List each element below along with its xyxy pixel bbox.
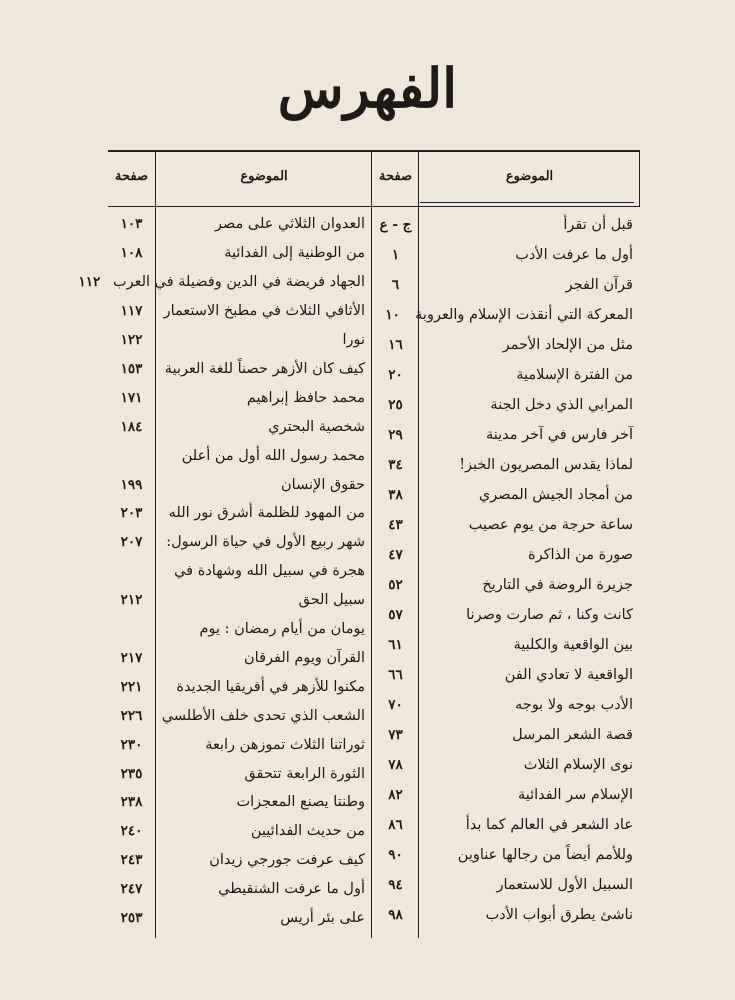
- page-title: الفهرس: [277, 56, 458, 120]
- entry-topic: صورة من الذاكرة: [527, 547, 633, 563]
- entry-topic: نورا: [342, 332, 365, 349]
- entry-topic: أول ما عرفت الأدب: [515, 247, 633, 263]
- entry-page: ١: [391, 247, 400, 263]
- entry-page: ٣٤: [388, 457, 403, 473]
- entry-topic: من أمجاد الجيش المصري: [478, 487, 633, 503]
- index-entry: [108, 528, 371, 557]
- entry-page: ٢٤٣: [120, 852, 143, 869]
- entry-topic: حقوق الإنسان: [281, 476, 365, 493]
- entry-topic: هجرة في سبيل الله وشهادة في: [174, 563, 365, 580]
- index-entry: [373, 330, 639, 360]
- right-topic-header: الموضوع: [505, 169, 554, 184]
- entry-topic: من الفترة الإسلامية: [516, 367, 633, 383]
- entry-topic: محمد رسول الله أول من أعلن: [181, 447, 365, 464]
- index-entry: [108, 788, 371, 817]
- index-entry: [373, 630, 639, 660]
- entry-topic: القرآن ويوم الفرقان: [244, 649, 365, 666]
- left-topic-header: الموضوع: [240, 169, 288, 184]
- entry-page: ٩٤: [388, 877, 403, 893]
- entry-page: ١١٧: [120, 303, 143, 320]
- index-entry: [108, 904, 371, 933]
- entry-topic: السبيل الأول للاستعمار: [496, 877, 633, 893]
- entry-topic: المرابي الذي دخل الجنة: [490, 397, 633, 413]
- entry-page: ٢١٧: [120, 649, 143, 666]
- entry-topic: الجهاد فريضة في الدين وفضيلة في العرب: [112, 274, 365, 291]
- index-entry: [373, 360, 639, 390]
- index-entry: [108, 239, 371, 268]
- right-index-column: [373, 210, 639, 930]
- entry-topic: المعركة التي أنقذت الإسلام والعروبة: [415, 307, 633, 323]
- entry-topic: كانت وكنا ، ثم صارت وصرنا: [466, 607, 633, 623]
- index-entry: [373, 270, 639, 300]
- index-entry: [108, 817, 371, 846]
- entry-topic: وطنتا يصنع المعجزات: [236, 794, 365, 811]
- center-divider: [371, 152, 372, 938]
- index-entry: [373, 480, 639, 510]
- entry-topic: عاد الشعر في العالم كما بدأ: [465, 817, 633, 833]
- entry-topic: قرآن الفجر: [565, 277, 633, 293]
- entry-page: ٢٣٥: [120, 765, 143, 782]
- index-entry: [373, 600, 639, 630]
- index-entry: [373, 240, 639, 270]
- entry-page: ٤٣: [388, 517, 403, 533]
- index-entry: [373, 810, 639, 840]
- entry-topic: من الوطنية إلى الفدائية: [224, 245, 365, 262]
- entry-topic: كيف كان الأزهر حصناً للغة العربية: [164, 360, 365, 377]
- right-page-header: صفحة: [379, 169, 412, 184]
- entry-page: ١٥٣: [120, 360, 143, 377]
- entry-page: ٦: [391, 277, 400, 293]
- entry-page: ١٠: [385, 307, 400, 323]
- entry-topic: الأثافي الثلاث في مطبخ الاستعمار: [163, 303, 365, 320]
- index-entry: [373, 420, 639, 450]
- entry-topic: الإسلام سر الفدائية: [517, 787, 633, 803]
- entry-page: ١٧١: [120, 389, 143, 406]
- entry-topic: ساعة حرجة من يوم عصيب: [468, 517, 633, 533]
- entry-topic: ناشئ يطرق أبواب الأدب: [485, 907, 633, 923]
- index-entry: [373, 840, 639, 870]
- entry-topic: يومان من أيام رمضان : يوم: [199, 621, 365, 638]
- entry-topic: على بئر أريس: [280, 910, 365, 927]
- entry-page: ٢٤٠: [120, 823, 143, 840]
- index-entry: [108, 470, 371, 499]
- entry-page: ٦١: [388, 637, 403, 653]
- entry-page: ٢٠٧: [120, 534, 143, 551]
- entry-topic: أول ما عرفت الشنقيطي: [218, 881, 365, 898]
- index-entry: [108, 730, 371, 759]
- entry-page: ٥٢: [388, 577, 403, 593]
- index-entry: [108, 326, 371, 355]
- index-entry: [108, 615, 371, 644]
- entry-page: ٢٠: [388, 367, 403, 383]
- entry-page: ٢٣٠: [120, 736, 143, 753]
- entry-page: ٥٧: [388, 607, 403, 623]
- index-entry: [108, 441, 371, 470]
- index-entry: [373, 900, 639, 930]
- entry-topic: الأدب بوجه ولا بوجه: [514, 697, 633, 713]
- index-entry: [373, 300, 639, 330]
- entry-page: ٢٤٧: [120, 881, 143, 898]
- entry-page: ٧٨: [388, 757, 403, 773]
- entry-topic: كيف عرفت جورجي زيدان: [209, 852, 365, 869]
- entry-page: ٣٨: [388, 487, 403, 503]
- entry-page: ٨٢: [388, 787, 403, 803]
- index-entry: [78, 268, 371, 297]
- entry-page: ٦٦: [388, 667, 403, 683]
- entry-topic: من حديث الفدائيين: [250, 823, 365, 840]
- index-entry: [373, 870, 639, 900]
- entry-topic: لماذا يقدس المصريون الخبز!: [459, 457, 633, 473]
- entry-page: ٢٢٦: [120, 707, 143, 724]
- index-entry: [108, 586, 371, 615]
- index-entry: [108, 355, 371, 384]
- index-entry: [373, 510, 639, 540]
- index-entry: [108, 701, 371, 730]
- entry-page: ٢٣٨: [120, 794, 143, 811]
- entry-topic: سبيل الحق: [298, 592, 365, 609]
- entry-topic: ثوراتنا الثلاث تموزهن رابعة: [205, 736, 365, 753]
- entry-topic: الواقعية لا تعادي الفن: [504, 667, 633, 683]
- entry-page: ١٠٨: [120, 245, 143, 262]
- entry-page: ٩٨: [388, 907, 403, 923]
- entry-topic: قبل أن تقرأ: [563, 217, 633, 233]
- entry-topic: قصة الشعر المرسل: [512, 727, 633, 743]
- entry-page: ٧٣: [388, 727, 403, 743]
- header-underline: [108, 206, 640, 207]
- entry-page: ١٠٣: [120, 216, 143, 233]
- index-entry: [108, 412, 371, 441]
- right-edge-rule: [639, 152, 640, 206]
- entry-page: ١١٢: [78, 274, 101, 291]
- entry-topic: وللأمم أيضاً من رجالها عناوين: [457, 847, 633, 863]
- entry-page: ٢٢١: [120, 678, 143, 695]
- index-entry: [108, 383, 371, 412]
- entry-topic: نوى الإسلام الثلاث: [523, 757, 633, 773]
- left-page-header: صفحة: [115, 169, 148, 184]
- entry-page: ج - ع: [379, 217, 412, 233]
- entry-page: ٧٠: [388, 697, 403, 713]
- entry-page: ١٨٤: [120, 418, 143, 435]
- index-entry: [108, 297, 371, 326]
- index-entry: [108, 499, 371, 528]
- entry-topic: من المهود للظلمة أشرق نور الله: [168, 505, 365, 522]
- entry-page: ٢٥: [388, 397, 403, 413]
- index-entry: [373, 690, 639, 720]
- index-entry: [373, 720, 639, 750]
- entry-page: ١٩٩: [120, 476, 143, 493]
- entry-page: ١٦: [388, 337, 403, 353]
- entry-page: ٢٩: [388, 427, 403, 443]
- index-entry: [373, 750, 639, 780]
- entry-topic: محمد حافظ إبراهيم: [246, 389, 365, 406]
- entry-page: ٨٦: [388, 817, 403, 833]
- entry-topic: الثورة الرابعة تتحقق: [244, 765, 365, 782]
- header-double-rule: [420, 202, 634, 203]
- entry-page: ٤٧: [388, 547, 403, 563]
- index-entry: [108, 557, 371, 586]
- index-entry: [373, 450, 639, 480]
- entry-page: ١٢٢: [120, 332, 143, 349]
- index-entry: [373, 780, 639, 810]
- index-entry: [373, 660, 639, 690]
- entry-topic: شخصية البحتري: [268, 418, 365, 435]
- entry-topic: مثل من الإلحاد الأحمر: [502, 337, 633, 353]
- entry-page: ٢١٢: [120, 592, 143, 609]
- entry-page: ٩٠: [388, 847, 403, 863]
- index-entry: [108, 210, 371, 239]
- entry-page: ٢٥٣: [120, 910, 143, 927]
- entry-page: ٢٠٣: [120, 505, 143, 522]
- entry-topic: شهر ربيع الأول في حياة الرسول:: [166, 534, 365, 551]
- entry-topic: العدوان الثلاثي على مصر: [214, 216, 365, 233]
- index-entry: [108, 846, 371, 875]
- index-entry: [108, 672, 371, 701]
- entry-topic: بين الواقعية والكلبية: [513, 637, 633, 653]
- entry-topic: الشعب الذي تحدى خلف الأطلسي: [161, 707, 365, 724]
- index-entry: [373, 570, 639, 600]
- entry-topic: جزيرة الروضة في التاريخ: [482, 577, 633, 593]
- index-entry: [108, 644, 371, 673]
- index-entry: [373, 210, 639, 240]
- entry-topic: آخر فارس في آخر مدينة: [485, 427, 633, 443]
- left-index-column: [78, 210, 371, 930]
- index-entry: [108, 875, 371, 904]
- index-entry: [373, 540, 639, 570]
- index-table: [78, 150, 640, 938]
- entry-topic: مكنوا للأزهر في أفريقيا الجديدة: [176, 678, 365, 695]
- index-entry: [373, 390, 639, 420]
- index-entry: [108, 759, 371, 788]
